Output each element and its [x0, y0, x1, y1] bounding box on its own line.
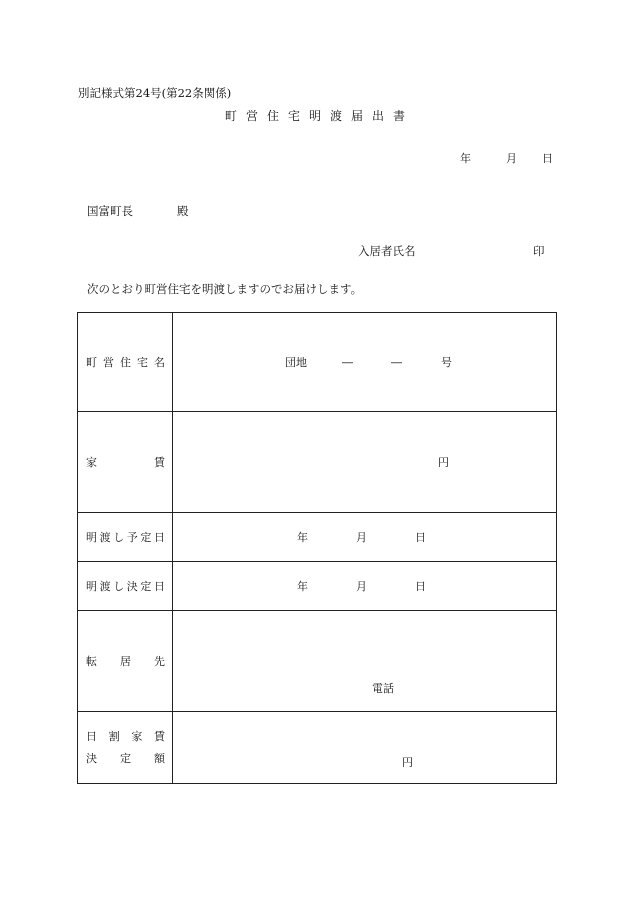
row-daily-rent	[78, 712, 557, 784]
applicant-name-label: 入居者氏名	[358, 244, 416, 258]
daily-rent-label	[78, 712, 173, 784]
daily-rent-unit: 円	[402, 756, 413, 769]
decided-date-label-text-char: 渡	[99, 580, 111, 593]
new-address-label-text-char: 先	[154, 655, 165, 668]
daily-rent-label-line1-char: 家	[131, 730, 143, 743]
daily-rent-label-line2-char: 額	[154, 752, 165, 765]
rent-unit: 円	[438, 456, 449, 469]
daily-rent-label-line1-char: 賃	[153, 730, 165, 743]
danchi-label: 団地	[285, 356, 307, 369]
dash-separator-1: ―	[342, 356, 353, 369]
planned-date-field[interactable]	[173, 513, 557, 562]
rent-label-text-char: 賃	[154, 456, 165, 469]
decided-date-label-text	[78, 578, 172, 594]
new-address-label-text-char: 居	[120, 655, 131, 668]
document-title-text-char: 明	[308, 109, 321, 123]
decided-date-label	[78, 562, 173, 611]
decided-date-field[interactable]	[173, 562, 557, 611]
housing-name-label-text-char: 宅	[137, 356, 148, 369]
daily-rent-label-line2-char: 定	[120, 752, 131, 765]
document-title-text-char: 渡	[330, 109, 343, 123]
go-label: 号	[441, 356, 452, 369]
new-address-label-text-char: 転	[86, 655, 97, 668]
rent-label-text	[78, 454, 172, 470]
document-title-text	[0, 110, 630, 122]
decided-date-label-text-char: 日	[153, 580, 165, 593]
housing-name-label-text-char: 住	[120, 356, 131, 369]
planned-date-label-text	[78, 529, 172, 545]
daily-rent-field[interactable]	[173, 712, 557, 784]
daily-rent-label-line2-char: 決	[86, 752, 97, 765]
rent-field[interactable]	[173, 412, 557, 513]
decided-date-label-text-char: 明	[86, 580, 97, 593]
row-rent	[78, 412, 557, 513]
addressee-honorific: 殿	[177, 204, 189, 218]
decided-year-label: 年	[297, 580, 308, 593]
row-new-address	[78, 611, 557, 712]
submission-date	[460, 153, 553, 164]
new-address-label-text	[78, 653, 172, 669]
planned-date-label-text-char: 日	[153, 531, 165, 544]
addressee-name: 国富町長	[87, 204, 133, 218]
form-number: 別記様式第24号(第22条関係)	[78, 86, 232, 100]
planned-date-label-text-char: 渡	[99, 531, 111, 544]
planned-date-label	[78, 513, 173, 562]
row-housing-name	[78, 313, 557, 412]
form-table	[77, 312, 557, 784]
date-day-label: 日	[542, 152, 553, 165]
rent-label-text-char: 家	[86, 456, 97, 469]
planned-date-label-text-char: 予	[126, 531, 138, 544]
addressee	[87, 206, 189, 218]
document-title-text-char: 宅	[287, 109, 300, 123]
new-address-field[interactable]	[173, 611, 557, 712]
phone-label: 電話	[372, 682, 394, 695]
housing-name-label-text	[78, 354, 172, 370]
intro-text: 次のとおり町営住宅を明渡しますのでお届けします。	[87, 282, 363, 296]
row-decided-date	[78, 562, 557, 611]
housing-name-label-text-char: 町	[86, 356, 97, 369]
date-month-label: 月	[506, 152, 517, 165]
seal-mark: 印	[533, 244, 545, 258]
planned-month-label: 月	[356, 531, 367, 544]
housing-name-label-text-char: 名	[154, 356, 165, 369]
document-title-text-char: 出	[372, 109, 385, 123]
housing-name-label	[78, 313, 173, 412]
dash-separator-2: ―	[391, 356, 402, 369]
decided-day-label: 日	[415, 580, 426, 593]
decided-date-label-text-char: 定	[140, 580, 152, 593]
planned-day-label: 日	[415, 531, 426, 544]
housing-name-label-text-char: 営	[103, 356, 114, 369]
planned-date-label-text-char: 明	[86, 531, 97, 544]
daily-rent-label-line1-char: 日	[86, 730, 97, 743]
planned-date-label-text-char: し	[113, 531, 125, 544]
daily-rent-label-line1	[86, 731, 165, 742]
decided-month-label: 月	[356, 580, 367, 593]
row-planned-date	[78, 513, 557, 562]
planned-date-label-text-char: 定	[140, 531, 152, 544]
date-year-label: 年	[460, 152, 471, 165]
daily-rent-label-line1-char: 割	[108, 730, 120, 743]
daily-rent-label-line2	[86, 753, 165, 764]
decided-date-label-text-char: 決	[126, 580, 138, 593]
planned-year-label: 年	[297, 531, 308, 544]
document-title-text-char: 住	[266, 109, 279, 123]
document-title-text-char: 届	[351, 109, 364, 123]
rent-label	[78, 412, 173, 513]
new-address-label	[78, 611, 173, 712]
document-title-text-char: 営	[245, 109, 258, 123]
document-title-text-char: 書	[393, 109, 406, 123]
decided-date-label-text-char: し	[113, 580, 125, 593]
document-title-text-char: 町	[224, 109, 237, 123]
housing-name-field[interactable]	[173, 313, 557, 412]
